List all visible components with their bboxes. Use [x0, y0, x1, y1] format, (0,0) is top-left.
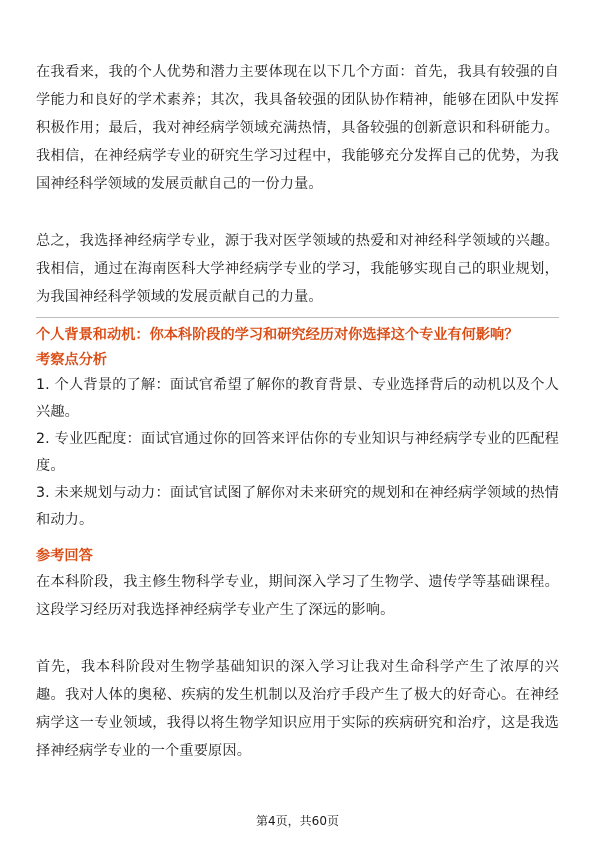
analysis-item: 2. 专业匹配度：面试官通过你的回答来评估你的专业知识与神经病学专业的匹配程度。 — [36, 431, 559, 474]
analysis-item: 3. 未来规划与动力：面试官试图了解你对未来研究的规划和在神经病学领域的热情和动力。 — [36, 485, 559, 528]
paragraph-strengths: 在我看来，我的个人优势和潜力主要体现在以下几个方面：首先，我具有较强的自学能力和良好的学术素养；其次，我具备较强的团队协作精神，能够在团队中发挥积极作用；最后，我对神经病学领域充满热情，具备较强的创新意识和科研能力。我相信，在神经病学专业的研究生学习过程中，我能够充分发挥自己的优势，为我国神经科学领域的发展贡献自己的一份力量。 — [36, 64, 559, 192]
page-number: 第4页，共60页 — [256, 814, 339, 828]
section-divider — [36, 317, 559, 318]
page-content — [36, 58, 559, 765]
interview-question: 个人背景和动机：你本科阶段的学习和研究经历对你选择这个专业有何影响？ — [36, 327, 519, 343]
paragraph-conclusion: 总之，我选择神经病学专业，源于我对医学领域的热爱和对神经科学领域的兴趣。我相信，通过在海南医科大学神经病学专业的学习，我能够实现自己的职业规划，为我国神经科学领域的发展贡献自己的力量。 — [36, 233, 559, 305]
answer-heading: 参考回答 — [36, 548, 93, 564]
section-gap — [36, 534, 559, 540]
analysis-heading: 考察点分析 — [36, 352, 107, 368]
answer-paragraph: 首先，我本科阶段对生物学基础知识的深入学习让我对生命科学产生了浓厚的兴趣。我对人体的奥秘、疾病的发生机制以及治疗手段产生了极大的好奇心。在神经病学这一专业领域，我得以将生物学知识应用于实际的疾病研究和治疗，这是我选择神经病学专业的一个重要原因。 — [36, 659, 559, 759]
paragraph-gap — [36, 624, 559, 653]
answer-paragraph: 在本科阶段，我主修生物科学专业，期间深入学习了生物学、遗传学等基础课程。这段学习经历对我选择神经病学专业产生了深远的影响。 — [36, 574, 559, 618]
analysis-item: 1. 个人背景的了解：面试官希望了解你的教育背景、专业选择背后的动机以及个人兴趣。 — [36, 377, 559, 420]
paragraph-gap — [36, 198, 559, 227]
